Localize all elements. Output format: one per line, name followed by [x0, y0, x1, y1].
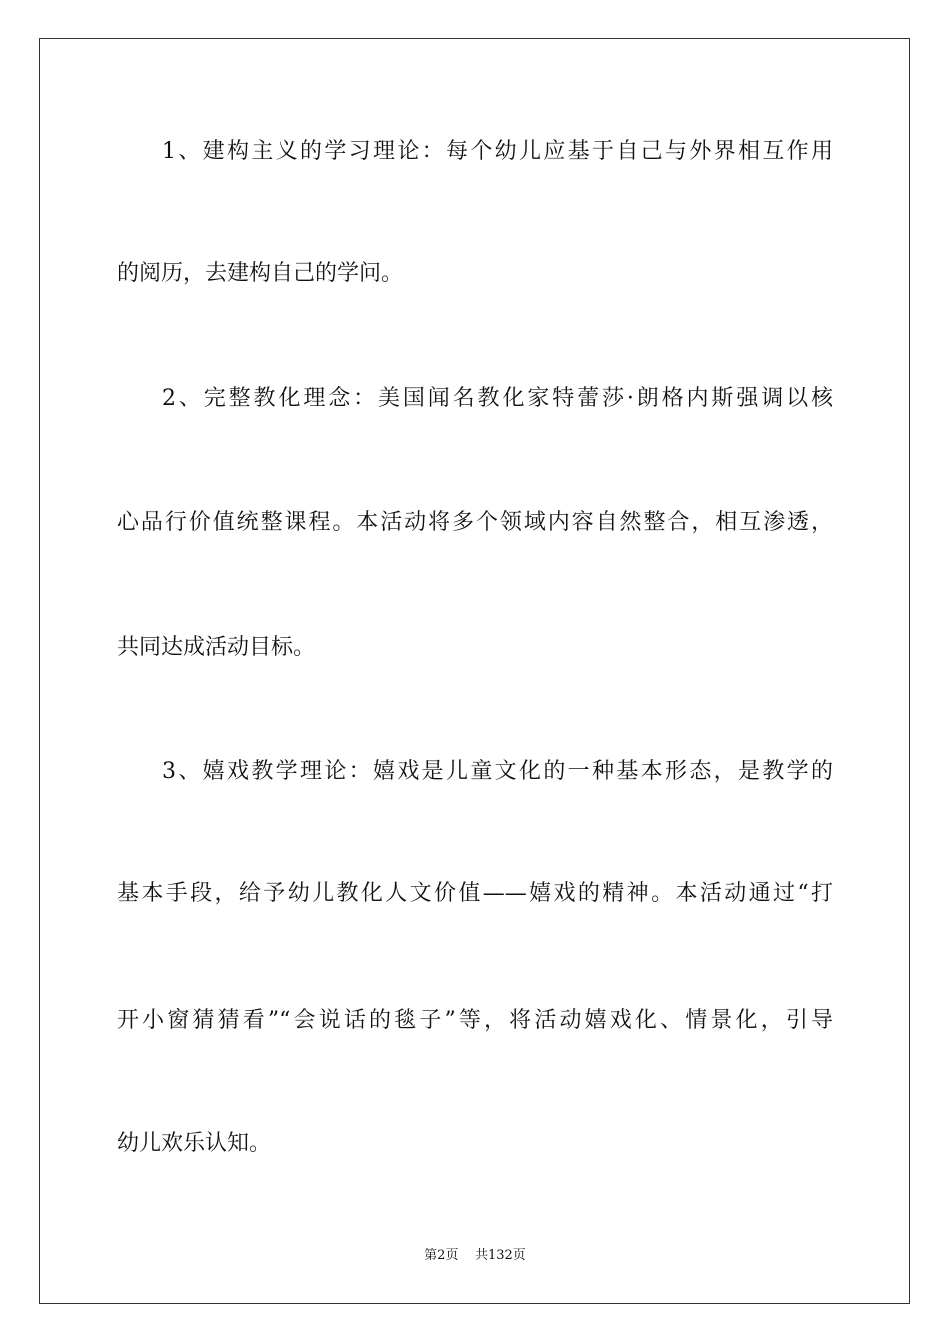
paragraph-3-line-3: 开小窗猜猜看”“会说话的毯子”等，将活动嬉戏化、情景化，引导: [117, 1008, 833, 1033]
page-number: 第2页: [424, 1248, 459, 1263]
paragraph-1-line-1: 1、建构主义的学习理论：每个幼儿应基于自己与外界相互作用: [162, 139, 833, 164]
paragraph-3-line-1: 3、嬉戏教学理论：嬉戏是儿童文化的一种基本形态，是教学的: [162, 759, 833, 784]
paragraph-3-line-2: 基本手段，给予幼儿教化人文价值——嬉戏的精神。本活动通过“打: [117, 881, 833, 906]
paragraph-1-line-2: 的阅历，去建构自己的学问。: [117, 261, 404, 286]
page-footer: [0, 1247, 950, 1265]
paragraph-2-line-3: 共同达成活动目标。: [117, 635, 316, 660]
page-border: [39, 38, 910, 1304]
page-total: 共132页: [474, 1248, 526, 1263]
paragraph-2-line-1: 2、完整教化理念：美国闻名教化家特蕾莎·朗格内斯强调以核: [162, 386, 833, 411]
paragraph-3-line-4: 幼儿欢乐认知。: [117, 1131, 272, 1156]
paragraph-2-line-2: 心品行价值统整课程。本活动将多个领域内容自然整合，相互渗透，: [117, 510, 833, 535]
